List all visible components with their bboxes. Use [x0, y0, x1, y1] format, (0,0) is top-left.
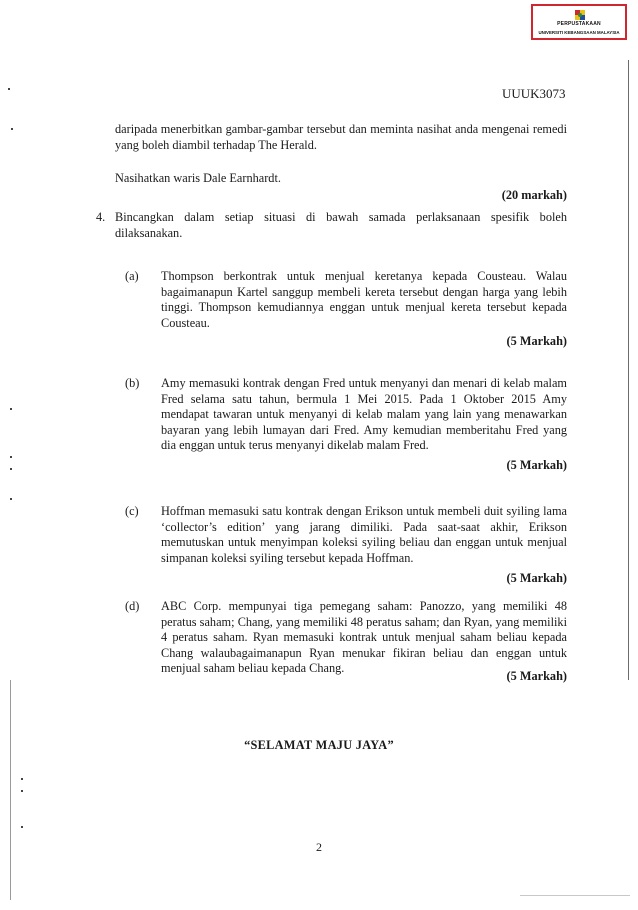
scan-edge-line-bottom [520, 895, 630, 896]
stamp-subtitle: UNIVERSITI KEBANGSAAN MALAYSIA [538, 30, 620, 35]
library-stamp [531, 4, 627, 40]
q3-marks: (20 markah) [501, 188, 567, 202]
stamp-title: PERPUSTAKAAN [557, 21, 601, 27]
q4-number: 4. [96, 210, 106, 224]
ukm-crest-icon [574, 9, 586, 21]
scan-speck [10, 456, 12, 458]
scan-speck [10, 408, 12, 410]
scan-speck [21, 790, 23, 792]
q4b-label: (b) [125, 376, 140, 390]
q4b-marks: (5 Markah) [506, 458, 567, 472]
scan-speck [8, 88, 10, 90]
scan-edge-line-left [10, 680, 11, 900]
scan-speck [10, 498, 12, 500]
page-number: 2 [316, 840, 322, 854]
q4c-label: (c) [125, 504, 139, 518]
q4b-text: Amy memasuki kontrak dengan Fred untuk menyanyi dan menari di kelab malam Fred selama satu tahun, bermula 1 Mei 2015. Pada 1 Oktober 2015 Amy mendapat tawaran untuk menyanyi di kelab malam yang lain yang menawarkan bayaran yang lebih lumayan dari Fred. Amy kemudian memberitahu Fred yang dia enggan untuk terus menyanyi dikelab malam Fred. [161, 376, 567, 452]
course-code: UUUK3073 [502, 86, 566, 101]
scan-speck [21, 826, 23, 828]
q4a-label: (a) [125, 269, 139, 283]
q4-prompt: Bincangkan dalam setiap situasi di bawah samada perlaksanaan spesifik boleh dilaksanakan. [115, 210, 567, 240]
scan-speck [21, 778, 23, 780]
q4d-text: ABC Corp. mempunyai tiga pemegang saham: Panozzo, yang memiliki 48 peratus saham; Chang, yang memiliki 48 peratus saham; dan Ryan, yang memiliki 4 peratus saham. Ryan memasuki kontrak untuk menjual saham beliau kepada Chang walaubagaimanapun Ryan menukar fikiran beliau dan enggan untuk menjual saham beliau kepada Chang. [161, 599, 567, 675]
q4a-text: Thompson berkontrak untuk menjual keretanya kepada Cousteau. Walau bagaimanapun Kartel sanggup membeli kereta tersebut dengan harga yang lebih tinggi. Thompson kemudiannya enggan untuk menjual kereta tersebut kepada Cousteau. [161, 269, 567, 330]
q4a-marks: (5 Markah) [506, 334, 567, 348]
scan-speck [11, 128, 13, 130]
scan-speck [10, 468, 12, 470]
q4c-text: Hoffman memasuki satu kontrak dengan Erikson untuk membeli duit syiling lama ‘collector’s edition’ yang jarang dimiliki. Pada saat-saat akhir, Erikson memutuskan untuk menyimpan koleksi syiling beliau dan enggan untuk menjual simpanan koleksi syiling tersebut kepada Hoffman. [161, 504, 567, 565]
scan-edge-line-right [628, 60, 629, 680]
q4d-marks: (5 Markah) [506, 669, 567, 683]
closing-message: “SELAMAT MAJU JAYA” [244, 738, 394, 752]
q3-instruction-text: Nasihatkan waris Dale Earnhardt. [115, 171, 281, 185]
q4c-marks: (5 Markah) [506, 571, 567, 585]
q3-continuation-text: daripada menerbitkan gambar-gambar tersebut dan meminta nasihat anda mengenai remedi yang boleh diambil terhadap The Herald. [115, 122, 567, 152]
q4d-label: (d) [125, 599, 140, 613]
